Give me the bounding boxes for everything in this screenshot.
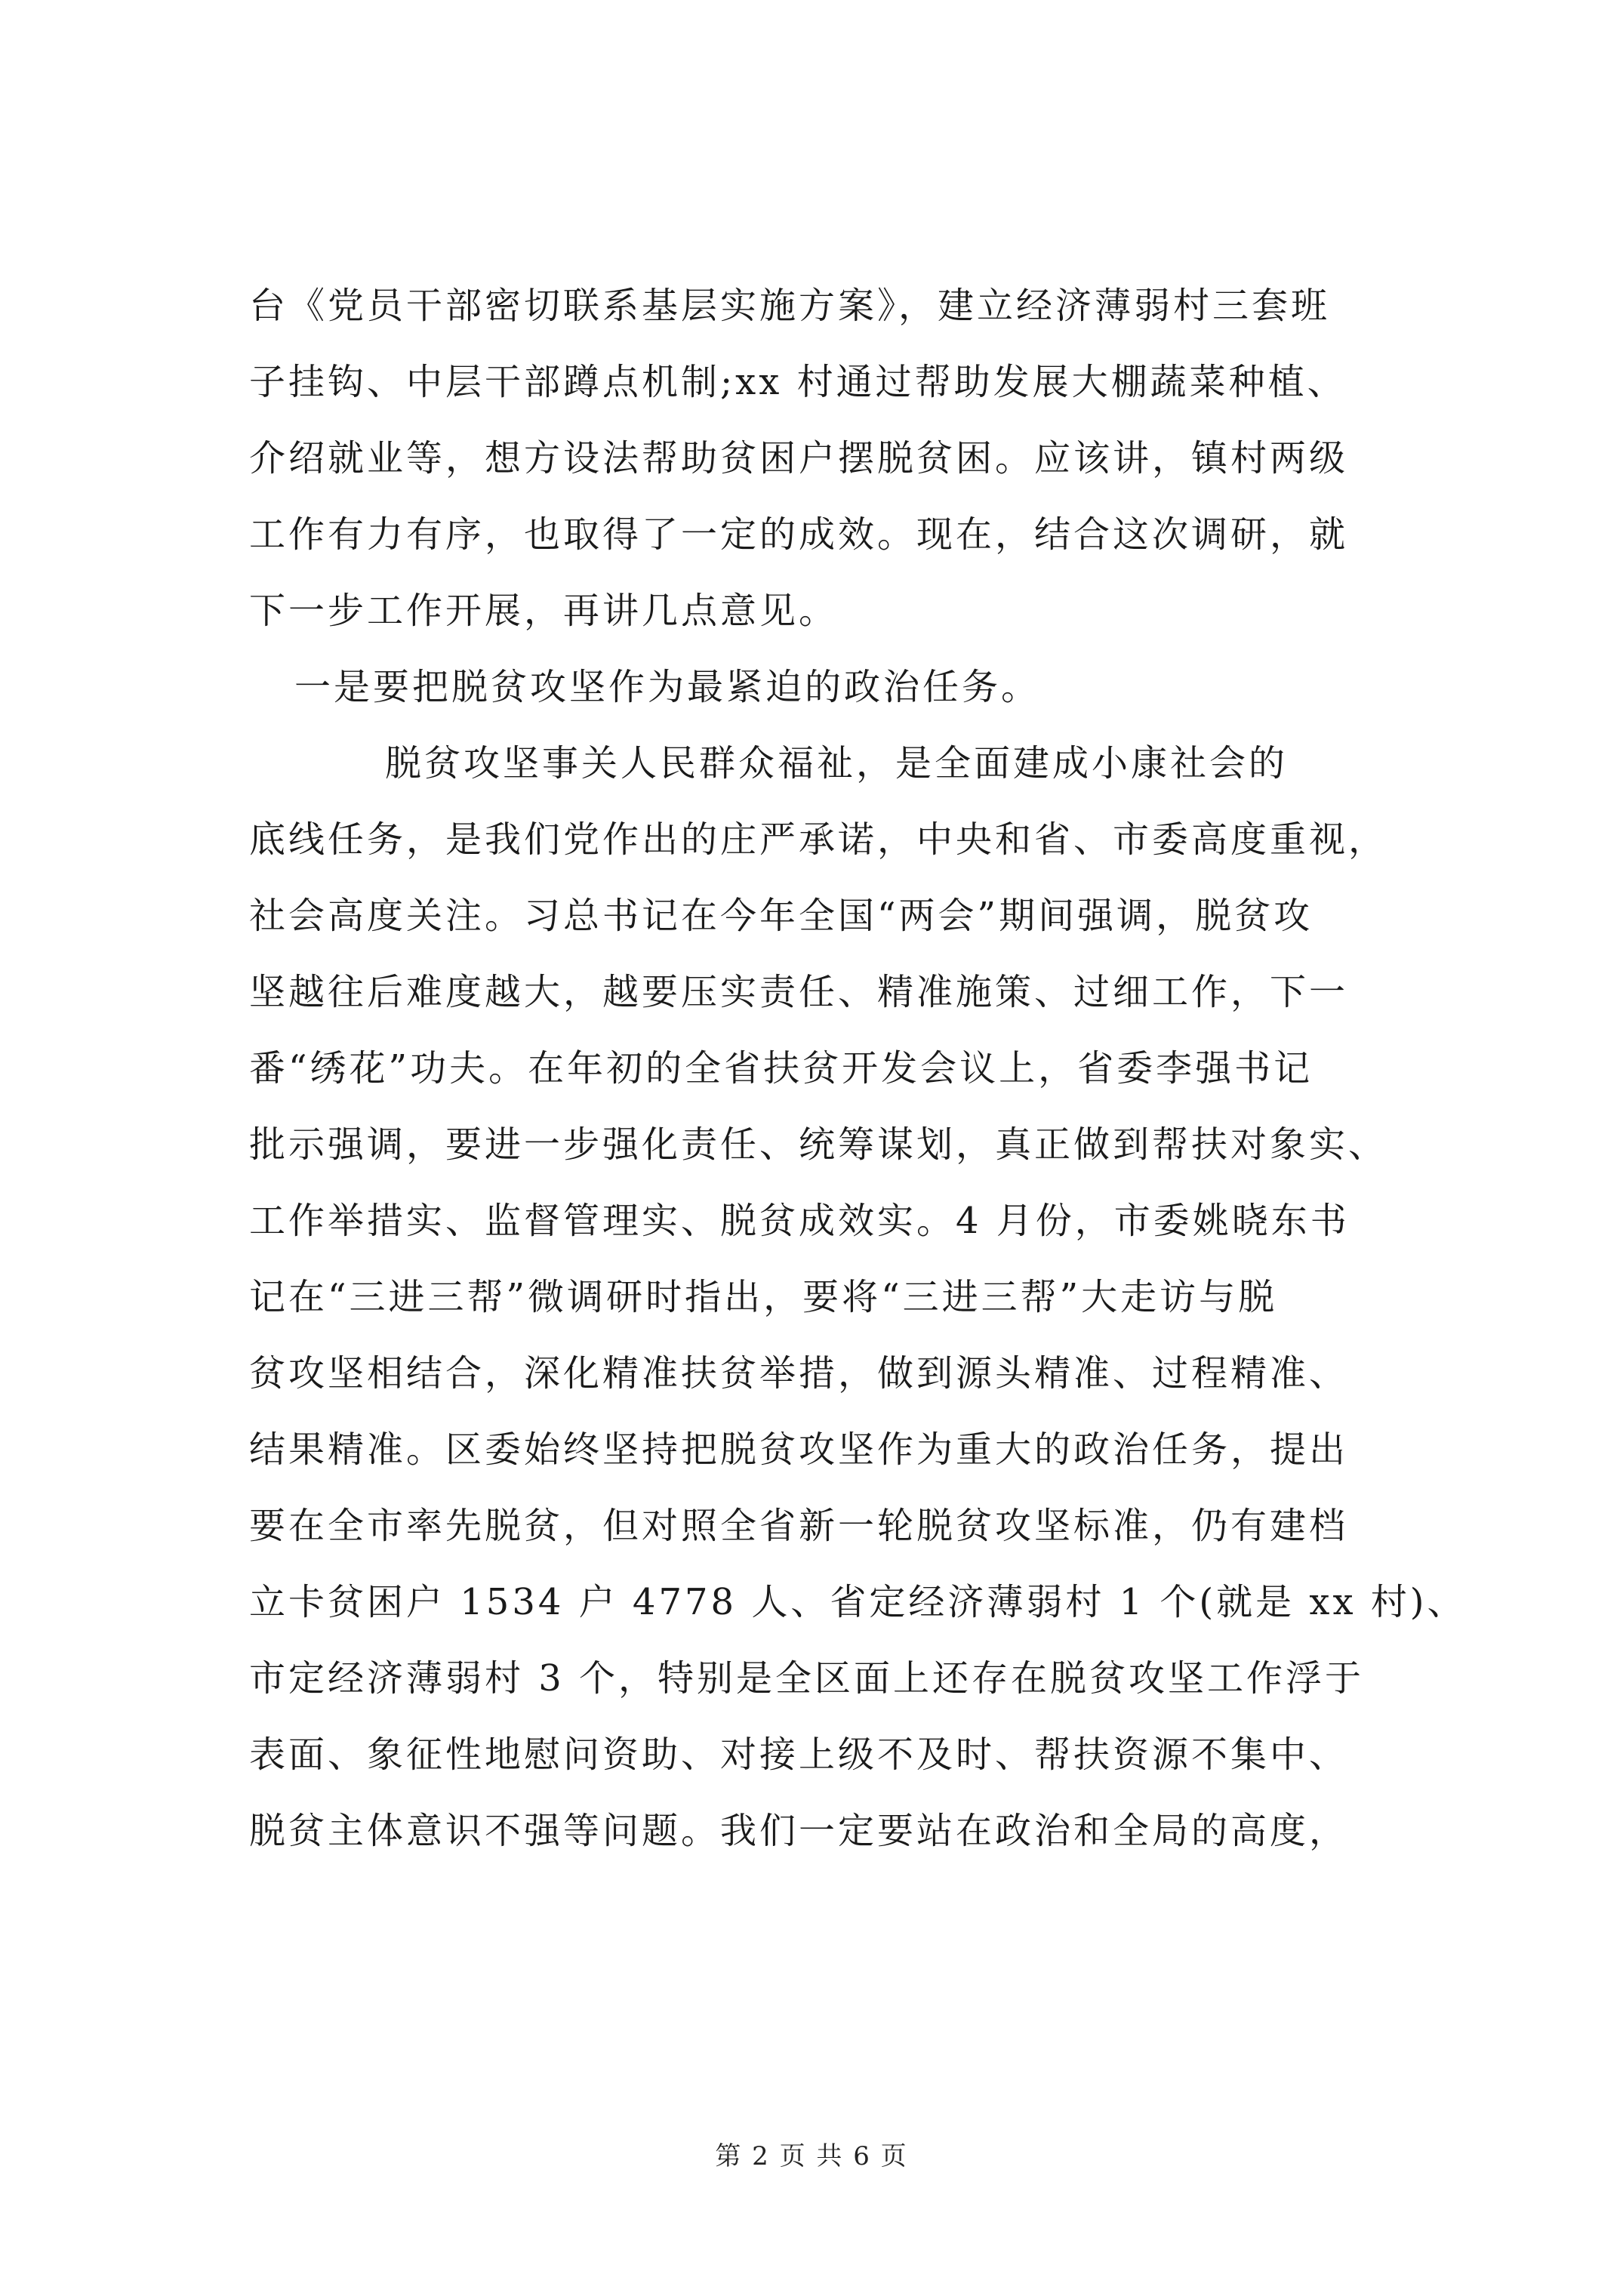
- text-line: 表面、象征性地慰问资助、对接上级不及时、帮扶资源不集中、: [249, 1734, 1349, 1776]
- text-line: 贫攻坚相结合，深化精准扶贫举措，做到源头精准、过程精准、: [249, 1352, 1349, 1395]
- text-line: 社会高度关注。习总书记在今年全国“两会”期间强调，脱贫攻: [249, 895, 1313, 937]
- text-line: 工作有力有序，也取得了一定的成效。现在，结合这次调研，就: [249, 513, 1349, 556]
- page-footer: 第 2 页 共 6 页: [715, 2141, 908, 2171]
- text-line: 记在“三进三帮”微调研时指出，要将“三进三帮”大走访与脱: [249, 1276, 1278, 1318]
- text-line: 番“绣花”功夫。在年初的全省扶贫开发会议上，省委李强书记: [249, 1047, 1313, 1089]
- section-heading: 一是要把脱贫攻坚作为最紧迫的政治任务。: [294, 666, 1041, 708]
- text-line: 下一步工作开展，再讲几点意见。: [249, 590, 839, 632]
- text-line: 批示强调，要进一步强化责任、统筹谋划，真正做到帮扶对象实、: [249, 1123, 1388, 1166]
- text-line: 结果精准。区委始终坚持把脱贫攻坚作为重大的政治任务，提出: [249, 1428, 1349, 1471]
- text-line: 立卡贫困户 1534 户 4778 人、省定经济薄弱村 1 个(就是 xx 村)、: [249, 1581, 1467, 1623]
- text-line: 介绍就业等，想方设法帮助贫困户摆脱贫困。应该讲，镇村两级: [249, 437, 1349, 479]
- body-text: [249, 268, 1467, 1869]
- text-line: 市定经济薄弱村 3 个，特别是全区面上还存在脱贫攻坚工作浮于: [249, 1657, 1365, 1700]
- paragraph-start-line: 脱贫攻坚事关人民群众福祉，是全面建成小康社会的: [385, 742, 1289, 784]
- text-line: 底线任务，是我们党作出的庄严承诺，中央和省、市委高度重视，: [249, 818, 1388, 861]
- text-line: 坚越往后难度越大，越要压实责任、精准施策、过细工作，下一: [249, 971, 1349, 1013]
- text-line: 工作举措实、监督管理实、脱贫成效实。4 月份，市委姚晓东书: [249, 1200, 1350, 1242]
- text-line: 脱贫主体意识不强等问题。我们一定要站在政治和全局的高度，: [249, 1810, 1349, 1852]
- text-line: 要在全市率先脱贫，但对照全省新一轮脱贫攻坚标准，仍有建档: [249, 1505, 1349, 1547]
- text-line: 子挂钩、中层干部蹲点机制;xx 村通过帮助发展大棚蔬菜种植、: [249, 361, 1347, 403]
- text-line: 台《党员干部密切联系基层实施方案》，建立经济薄弱村三套班: [249, 285, 1331, 327]
